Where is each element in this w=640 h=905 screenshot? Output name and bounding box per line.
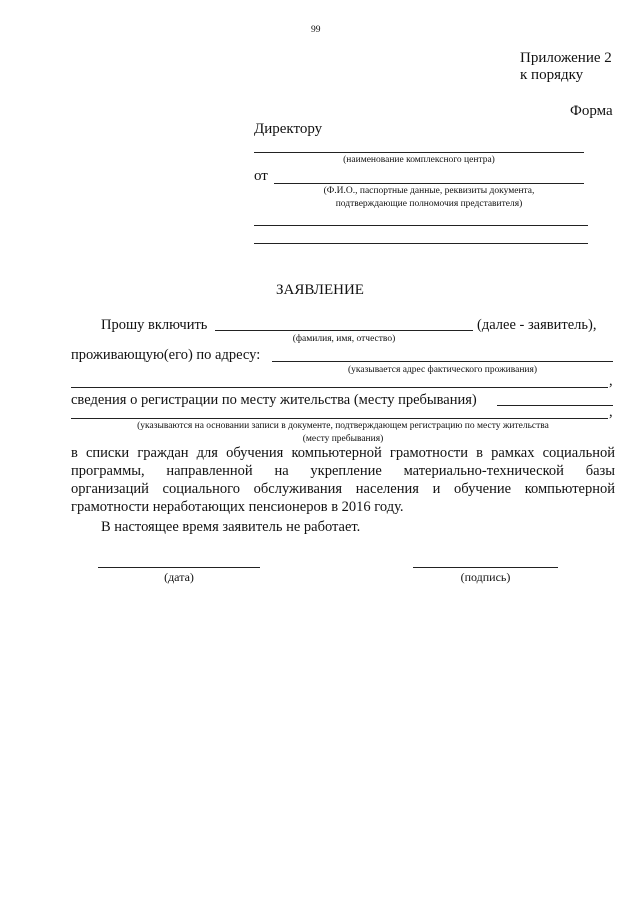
- living-address-label: проживающую(его) по адресу:: [71, 347, 261, 363]
- signature-caption: (подпись): [460, 570, 511, 584]
- date-line[interactable]: [98, 567, 260, 568]
- registration-line-2[interactable]: [71, 418, 608, 419]
- name-caption: (фамилия, имя, отчество): [292, 334, 396, 344]
- address-caption: (указывается адрес фактического проживания): [347, 365, 538, 375]
- paragraph-line-1: в списки граждан для обучения компьютерной грамотности в рамках социальной: [71, 445, 615, 461]
- registration-caption-line1: (указываются на основании записи в документе, подтверждающем регистрацию по месту жительства: [137, 421, 549, 431]
- representative-line-2[interactable]: [254, 243, 588, 244]
- request-start-text: Прошу включить: [101, 317, 208, 333]
- fio-caption-line2: подтверждающие полномочия представителя): [335, 199, 523, 209]
- center-name-caption: (наименование комплексного центра): [343, 155, 495, 165]
- not-working-statement: В настоящее время заявитель не работает.: [101, 519, 361, 535]
- applicant-name-line[interactable]: [215, 330, 473, 331]
- paragraph-line-4: грамотности неработающих пенсионеров в 2016 году.: [71, 499, 404, 515]
- address-line-2[interactable]: [71, 387, 608, 388]
- paragraph-line-3: организаций социального обслуживания населения и обучение компьютерной: [71, 481, 615, 497]
- registration-comma: ,: [609, 404, 613, 420]
- registration-line[interactable]: [497, 405, 613, 406]
- paragraph-line-2: программы, направленной на укрепление материально-технической базы: [71, 463, 615, 479]
- applicant-fio-line[interactable]: [274, 183, 584, 184]
- request-end-text: (далее - заявитель),: [477, 317, 597, 333]
- center-name-line[interactable]: [254, 152, 584, 153]
- director-label: Директору: [254, 121, 323, 137]
- signature-line[interactable]: [413, 567, 558, 568]
- order-label: к порядку: [520, 67, 584, 83]
- appendix-label: Приложение 2: [520, 50, 612, 66]
- form-label: Форма: [570, 103, 613, 119]
- document-title: ЗАЯВЛЕНИЕ: [276, 282, 364, 298]
- registration-label: сведения о регистрации по месту жительства (месту пребывания): [71, 392, 477, 408]
- registration-caption-line2: (месту пребывания): [302, 434, 384, 444]
- date-caption: (дата): [164, 570, 194, 584]
- from-label: от: [254, 168, 268, 184]
- representative-line-1[interactable]: [254, 225, 588, 226]
- page-number: 99: [311, 25, 321, 35]
- address-comma: ,: [609, 373, 613, 389]
- fio-caption-line1: (Ф.И.О., паспортные данные, реквизиты документа,: [323, 186, 535, 196]
- address-line[interactable]: [272, 361, 613, 362]
